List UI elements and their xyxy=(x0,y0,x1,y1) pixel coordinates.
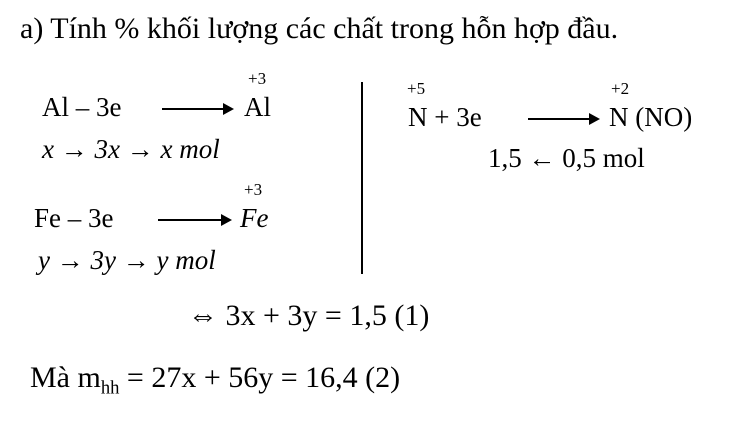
fe-reaction-arrow xyxy=(158,219,230,221)
n-reactant: N + 3e xyxy=(408,102,482,132)
n-mole-line: 1,5 ← 0,5 mol xyxy=(488,143,645,173)
n-product: N (NO) xyxy=(609,102,693,132)
al-product: Al xyxy=(244,92,271,122)
fe-mole-line: y → 3y → y mol xyxy=(38,245,216,275)
equation-2 xyxy=(30,363,400,398)
column-divider xyxy=(361,82,363,274)
n-right-oxidation-state: +2 xyxy=(611,79,630,98)
al-reactant: Al – 3e xyxy=(42,92,122,122)
equation-2-subscript: hh xyxy=(100,377,120,399)
n-reaction-arrow xyxy=(528,118,598,120)
fe-oxidation-state: +3 xyxy=(244,180,263,199)
fe-product: Fe xyxy=(240,203,269,233)
n-left-oxidation-state: +5 xyxy=(407,79,426,98)
equation-1: ⇔ 3x + 3y = 1,5 (1) xyxy=(188,299,430,332)
equation-2-rest: = 27x + 56y = 16,4 (2) xyxy=(119,361,401,394)
al-reaction-arrow xyxy=(162,108,232,110)
al-oxidation-state: +3 xyxy=(248,69,267,88)
section-heading: a) Tính % khối lượng các chất trong hỗn hợp đầu. xyxy=(20,12,619,45)
fe-reactant: Fe – 3e xyxy=(34,203,114,233)
al-mole-line: x → 3x → x mol xyxy=(42,134,220,164)
equation-2-prefix: Mà m xyxy=(30,361,101,394)
